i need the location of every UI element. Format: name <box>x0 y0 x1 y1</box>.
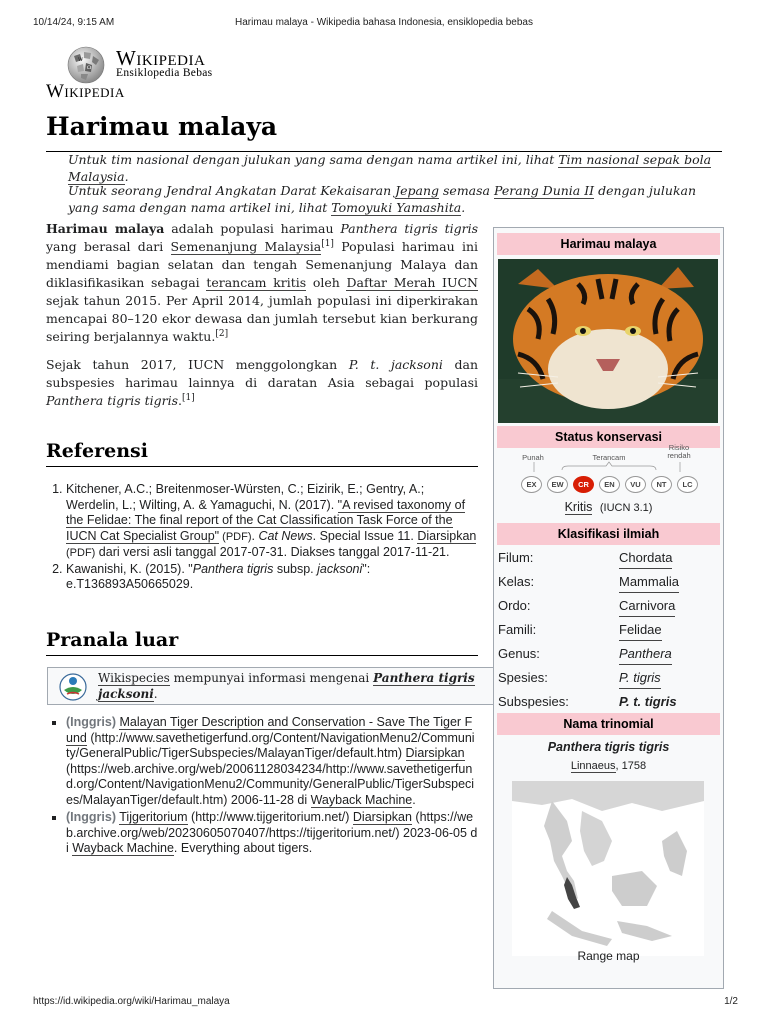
classification-key: Genus: <box>498 646 540 661</box>
status-header: Status konservasi <box>497 426 720 448</box>
classification-value: P. t. tigris <box>619 694 677 709</box>
hatnote-text: . <box>461 200 466 215</box>
classification-key: Ordo: <box>498 598 531 613</box>
print-footer <box>0 996 768 1010</box>
text-italic: P. t. jacksoni <box>348 357 443 372</box>
link-iucn-red-list[interactable]: Daftar Merah IUCN <box>346 275 478 290</box>
status-badges <box>521 476 701 496</box>
wayback-link[interactable]: Wayback Machine <box>72 841 174 855</box>
status-text <box>494 500 723 514</box>
archived-link[interactable]: Diarsipkan <box>405 746 465 760</box>
classification-key: Kelas: <box>498 574 535 589</box>
print-page-title: Harimau malaya - Wikipedia bahasa Indonesia, ensiklopedia bebas <box>235 17 533 28</box>
link-terancam-kritis[interactable]: terancam kritis <box>206 275 307 290</box>
hatnote <box>68 151 718 185</box>
wordmark-secondary: Wikipedia <box>46 81 125 102</box>
wikipedia-globe-icon <box>64 44 108 84</box>
text: Populasi harimau ini mendiami bagian selatan dan tengah Semenanjung Malaya dan diklasifikasikan sebagai <box>46 239 478 290</box>
wikispecies-icon <box>58 672 88 702</box>
text-italic: jacksoni <box>317 561 363 576</box>
reference-item <box>66 562 478 593</box>
ref-authors: Kitchener, A.C.; Breitenmoser-Würsten, C.; Eizirik, E.; Gentry, A.; Werdelin, L.; Wilting, A. & Yamaguchi, N. (2017). <box>66 482 425 512</box>
hatnote-link-jepang[interactable]: Jepang <box>395 183 440 198</box>
hatnote <box>68 182 718 216</box>
classification-value-link[interactable]: P. tigris <box>619 668 661 689</box>
archived-link[interactable]: Diarsipkan <box>417 528 477 543</box>
wikispecies-link[interactable]: Wikispecies <box>98 671 170 685</box>
page-title: Harimau malaya <box>46 112 722 152</box>
classification-value-link[interactable]: Mammalia <box>619 572 679 593</box>
text-italic: Panthera tigris tigris <box>46 393 179 408</box>
classification-value-link[interactable]: Carnivora <box>619 596 675 617</box>
text: adalah populasi harimau <box>164 221 341 236</box>
classification-row <box>498 596 721 616</box>
status-badge-lc: LC <box>677 476 698 493</box>
classification-row <box>498 668 721 688</box>
status-badge-cr: CR <box>573 476 594 493</box>
url-text: (https://web.archive.org/web/20230605070407/https://tijgeritorium.net/) <box>66 810 474 840</box>
text: sejak tahun 2015. Per April 2014, jumlah populasi ini diperkirakan mencapai 80–120 ekor dewasa dan jumlah tersebut kian berkurang seiring berjalannya waktu. <box>46 293 478 344</box>
url-text: (http://www.tijgeritorium.net/) <box>187 810 353 824</box>
print-url: https://id.wikipedia.org/wiki/Harimau_malaya <box>33 996 230 1007</box>
conservation-status-chart <box>498 443 718 502</box>
classification-value-link[interactable]: Chordata <box>619 548 672 569</box>
citation-1[interactable]: [1] <box>182 392 195 403</box>
ref-journal: Cat News <box>258 528 313 543</box>
lang-label: (Inggris) <box>66 715 116 729</box>
hatnote-link-timnas[interactable]: Tim nasional sepak bola Malaysia <box>68 152 712 184</box>
text: mempunyai informasi mengenai <box>169 671 374 685</box>
status-badge-ex: EX <box>521 476 542 493</box>
classification-key: Famili: <box>498 622 537 637</box>
tagline: Ensiklopedia Bebas <box>116 67 213 79</box>
link-semenanjung[interactable]: Semenanjung Malaysia <box>170 239 322 254</box>
classification-header: Klasifikasi ilmiah <box>497 523 720 545</box>
svg-text:Ω: Ω <box>87 65 92 71</box>
url-text: (http://www.savethetigerfund.org/Content/NavigationMenu2/Community/GeneralPublic/TigerSubspecies/MalayanTiger/default.htm) <box>66 730 475 760</box>
hatnote-link-perang[interactable]: Perang Dunia II <box>493 183 595 198</box>
wordmark: Wikipedia <box>116 46 206 70</box>
text: oleh <box>306 275 347 290</box>
wikispecies-text <box>98 670 488 702</box>
text: subsp. <box>273 561 318 576</box>
text: . Special Issue 11. <box>312 528 418 543</box>
hatnote-text: semasa <box>439 183 494 198</box>
external-link-item <box>66 810 478 857</box>
external-link[interactable]: Tijgeritorium <box>119 810 188 824</box>
author-year: , 1758 <box>615 760 647 772</box>
classification-row <box>498 548 721 568</box>
classification-row <box>498 692 721 712</box>
text: . Everything about tigers. <box>173 841 313 855</box>
text-italic: Panthera tigris tigris <box>340 221 479 236</box>
classification-key: Filum: <box>498 550 534 565</box>
print-header <box>0 17 768 31</box>
wayback-link[interactable]: Wayback Machine <box>310 792 413 807</box>
wikipedia-logo[interactable] <box>46 44 246 104</box>
text: ": e.T136893A50665029. <box>66 561 371 591</box>
citation-2[interactable]: [2] <box>215 328 229 339</box>
lead-bold-term: Harimau malaya <box>46 221 165 236</box>
section-heading-pranala-luar: Pranala luar <box>46 629 478 656</box>
infobox <box>493 227 724 989</box>
author-line <box>494 760 723 772</box>
second-paragraph <box>46 356 478 410</box>
classification-row <box>498 620 721 640</box>
trinomial-header: Nama trinomial <box>497 713 720 735</box>
reference-item <box>66 482 478 562</box>
url-text: (https://web.archive.org/web/20061128034234/http://www.savethetigerfund.org/Content/NavigationMenu2/Community/GeneralPublic/TigerSubspecies/MalayanTiger/default.htm) <box>66 761 475 807</box>
text: 2023-06-05 di <box>66 825 478 855</box>
text: 2006-11-28 di <box>227 792 311 807</box>
text: . <box>178 393 183 408</box>
range-map-caption: Range map <box>577 949 640 963</box>
wikispecies-taxon-link[interactable]: Panthera tigris jacksoni <box>98 671 475 701</box>
text: dan subspesies harimau lainnya di daratan Asia sebagai populasi <box>46 357 479 390</box>
range-map[interactable] <box>512 781 704 956</box>
author-link[interactable]: Linnaeus <box>570 760 616 772</box>
infobox-title: Harimau malaya <box>497 233 720 255</box>
hatnote-text: Untuk tim nasional dengan julukan yang sama dengan nama artikel ini, lihat <box>68 152 559 167</box>
pdf-label: (PDF) <box>66 547 96 559</box>
text: . <box>153 687 158 701</box>
lead-paragraph <box>46 220 478 346</box>
reference-list <box>66 482 478 593</box>
text: . <box>251 528 259 543</box>
print-page-number: 1/2 <box>724 996 738 1007</box>
classification-value-link[interactable]: Panthera <box>619 644 672 665</box>
hatnote-text: Untuk seorang Jendral Angkatan Darat Kekaisaran <box>68 183 396 198</box>
citation-1[interactable]: [1] <box>321 238 334 249</box>
classification-key: Subspesies: <box>498 694 569 709</box>
classification-row <box>498 644 721 664</box>
archived-link[interactable]: Diarsipkan <box>352 810 412 824</box>
text: yang berasal dari <box>46 239 171 254</box>
external-link[interactable]: Malayan Tiger Description and Conservation - Save The Tiger Fund <box>66 715 473 745</box>
label-punah: Punah <box>522 453 544 462</box>
wikispecies-box <box>47 667 495 705</box>
status-badge-vu: VU <box>625 476 646 493</box>
classification-key: Spesies: <box>498 670 548 685</box>
svg-text:W: W <box>78 57 84 63</box>
text-italic: Panthera tigris <box>192 561 274 576</box>
text: Kawanishi, K. (2015). " <box>66 561 193 576</box>
classification-row <box>498 572 721 592</box>
label-terancam: Terancam <box>592 453 626 462</box>
status-badge-en: EN <box>599 476 620 493</box>
print-date: 10/14/24, 9:15 AM <box>33 17 115 28</box>
label-risiko-rendah: Risiko rendah <box>667 443 691 460</box>
status-link-kritis[interactable]: Kritis <box>564 500 593 514</box>
hatnote-link-yamashita[interactable]: Tomoyuki Yamashita <box>331 200 462 215</box>
trinomial-name: Panthera tigris tigris <box>547 740 670 754</box>
text: dari versi asli tanggal 2017-07-31. Diakses tanggal 2017-11-21. <box>95 545 450 559</box>
ref-title-link[interactable]: "A revised taxonomy of the Felidae: The final report of the Cat Classification Task Force of the IUCN Cat Specialist Group" <box>66 497 466 543</box>
external-link-item <box>66 715 478 808</box>
tiger-photo[interactable] <box>498 259 718 423</box>
text: . <box>412 792 416 807</box>
hatnote-text: dengan julukan yang sama dengan nama artikel ini, lihat <box>68 183 697 215</box>
status-source-link[interactable]: (IUCN 3.1) <box>599 502 653 514</box>
lang-label: (Inggris) <box>66 810 116 824</box>
status-badge-nt: NT <box>651 476 672 493</box>
classification-value-link[interactable]: Felidae <box>619 620 662 641</box>
external-links-list <box>66 715 478 859</box>
pdf-label: (PDF) <box>219 530 252 543</box>
status-badge-ew: EW <box>547 476 568 493</box>
section-heading-referensi: Referensi <box>46 440 478 467</box>
text: Sejak tahun 2017, IUCN menggolongkan <box>46 357 349 372</box>
hatnote-text: . <box>124 169 129 184</box>
